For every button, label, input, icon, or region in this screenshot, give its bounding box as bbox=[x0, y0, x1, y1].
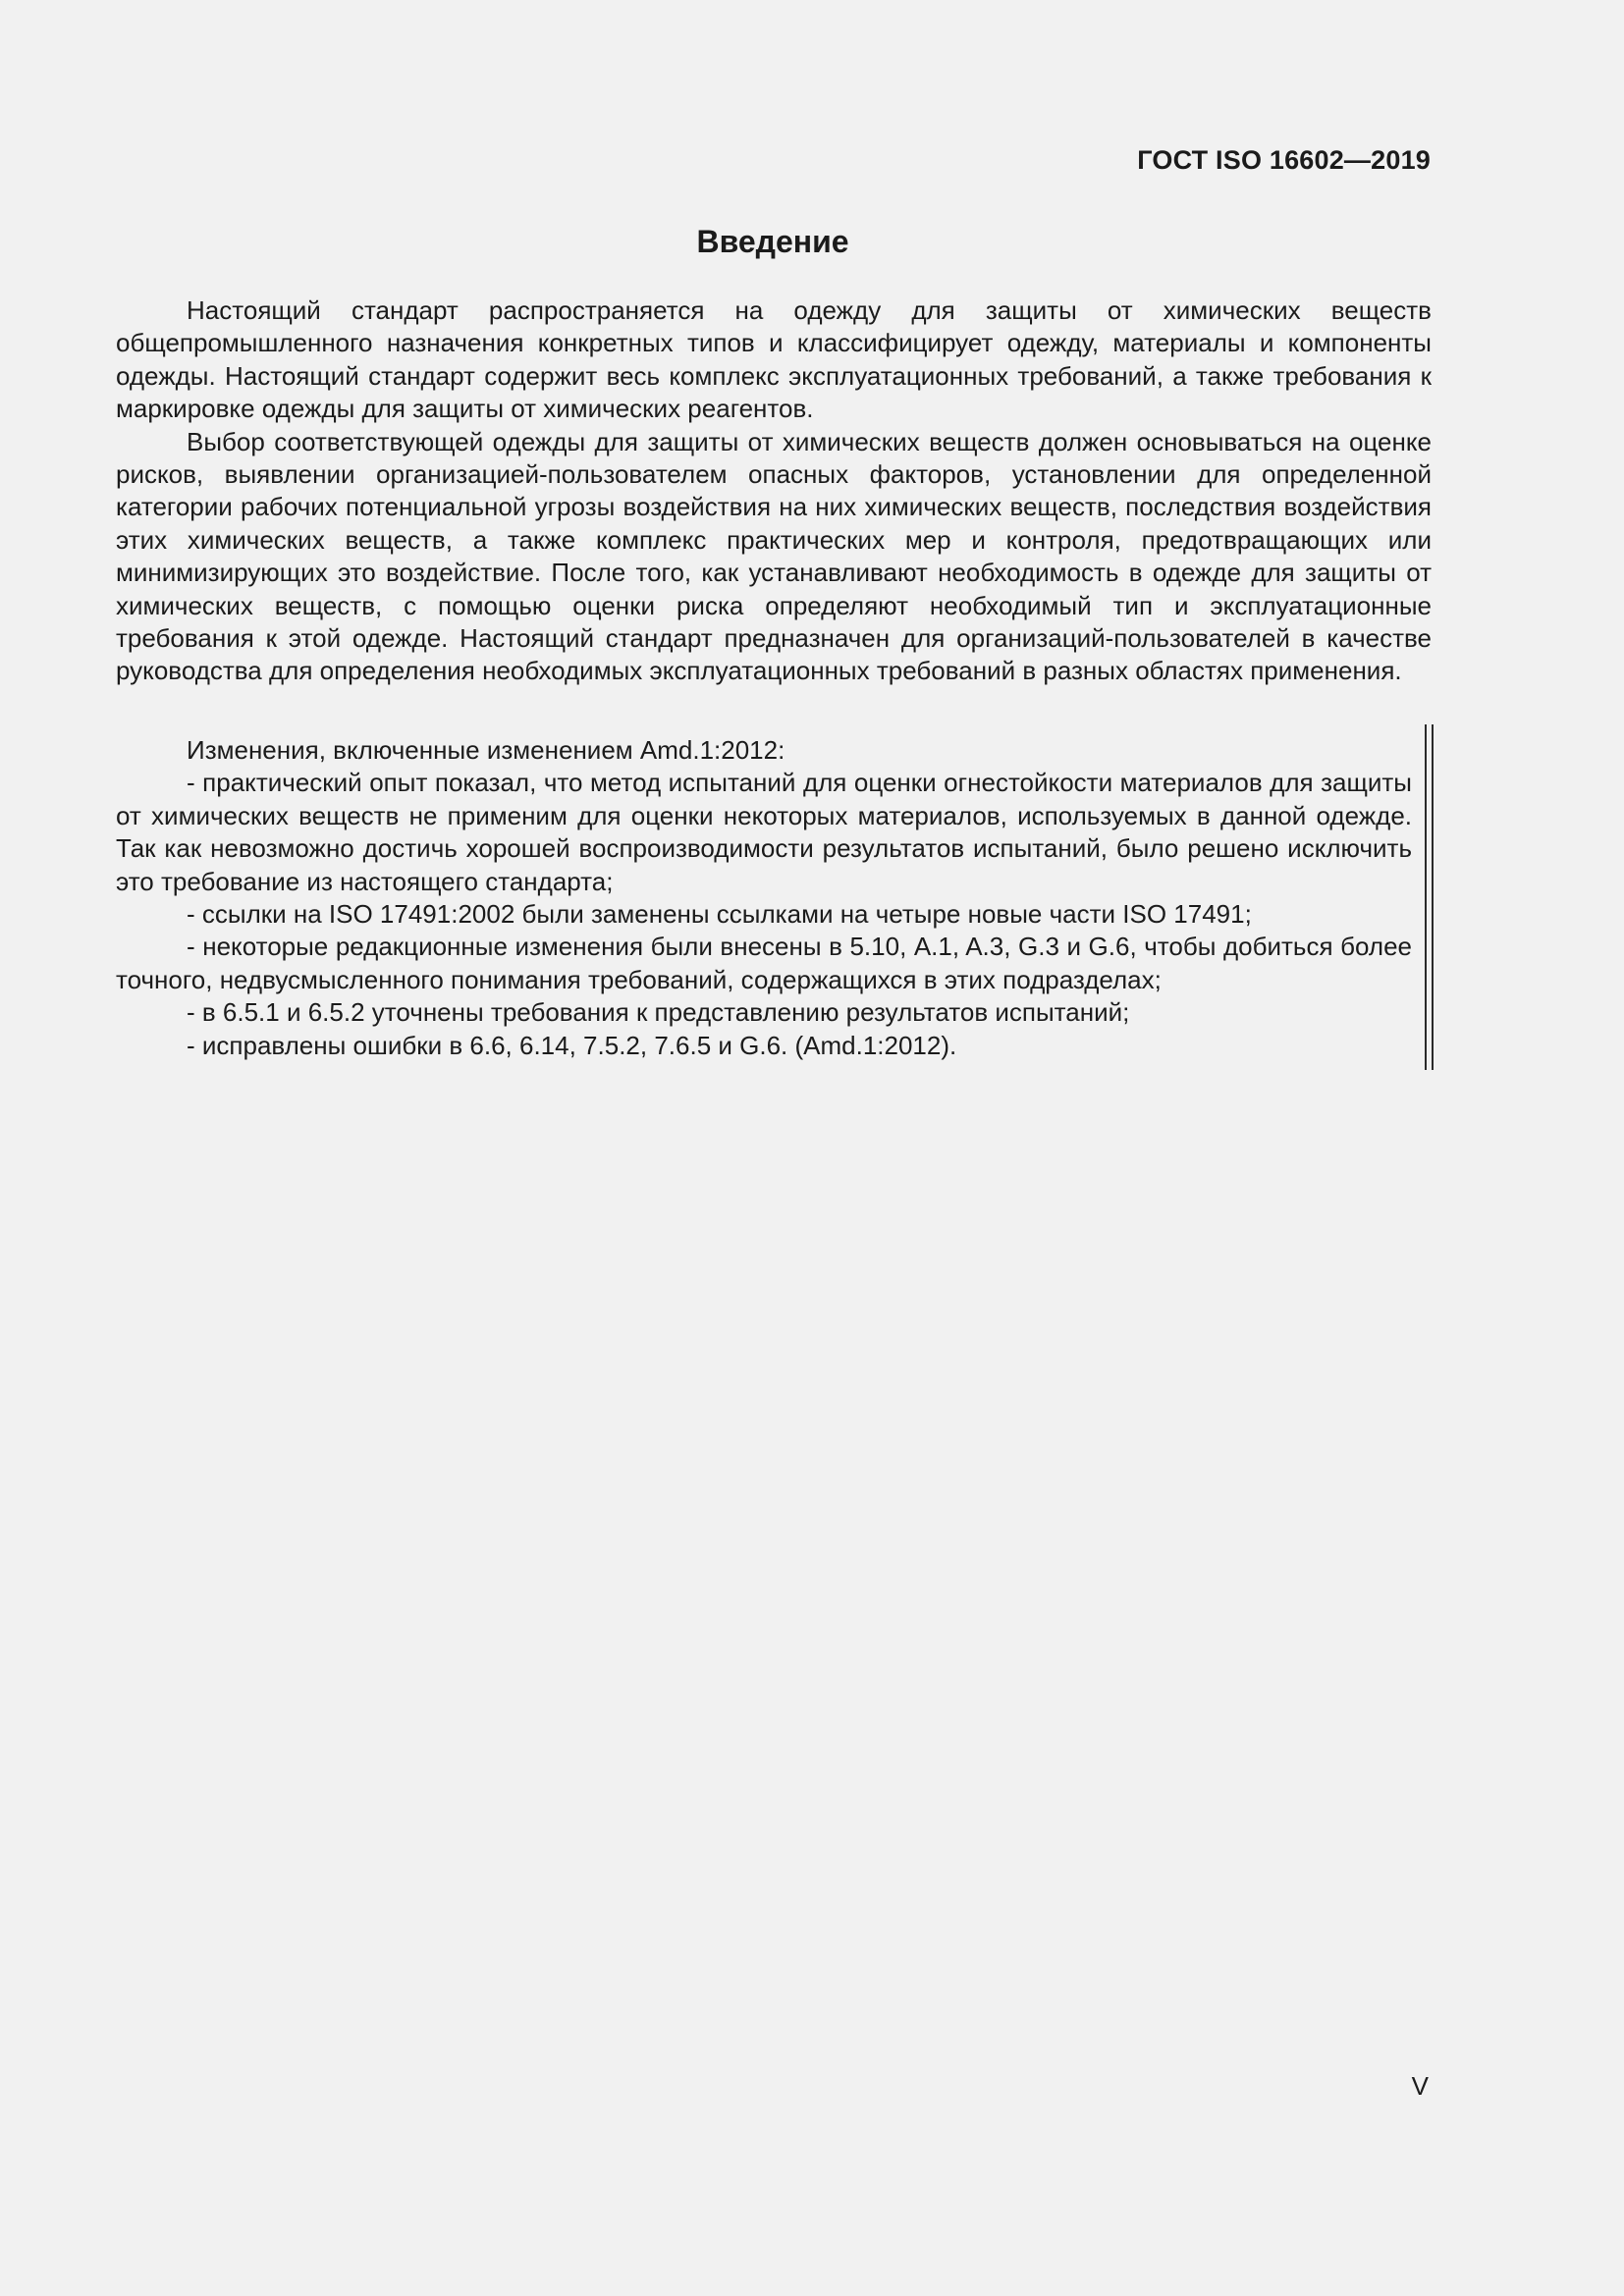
amendment-item: - исправлены ошибки в 6.6, 6.14, 7.5.2, 7.6.5 и G.6. (Amd.1:2012). bbox=[187, 1030, 957, 1060]
amendment-intro: Изменения, включенные изменением Amd.1:2012: bbox=[187, 735, 785, 765]
intro-paragraph-scope: Настоящий стандарт распространяется на одежду для защиты от химических веществ общепромышленного назначения конкретных типов и классифицирует одежду, материалы и компоненты одежды. Настоящий стандарт содержит весь комплекс эксплуатационных требований, а также требования к маркировке одежды для защиты от химических реагентов. bbox=[116, 295, 1432, 424]
amendment-item: - некоторые редакционные изменения были внесены в 5.10, A.1, A.3, G.3 и G.6, чтобы добиться более точного, недвусмысленного понимания требований, содержащихся в этих подразделах; bbox=[116, 932, 1412, 994]
page-number: V bbox=[1411, 2071, 1429, 2101]
document-code-header: ГОСТ ISO 16602—2019 bbox=[1137, 145, 1431, 175]
amendment-change-bar bbox=[1425, 724, 1434, 1070]
section-title: Введение bbox=[696, 224, 849, 259]
intro-paragraph-selection: Выбор соответствующей одежды для защиты от химических веществ должен основываться на оценке рисков, выявлении организацией-пользователем опасных факторов, установлении для определенной категории рабочих потенциальной угрозы воздействия на них химических веществ, последствия воздействия этих химических веществ, а также комплекс практических мер и контроля, предотвращающих или минимизирующих это воздействие. После того, как устанавливают необходимость в одежде для защиты от химических веществ, с помощью оценки риска определяют необходимый тип и эксплуатационные требования к этой одежде. Настоящий стандарт предназначен для организаций-пользователей в качестве руководства для определения необходимых эксплуатационных требований в разных областях применения. bbox=[116, 426, 1432, 686]
amendment-changes-block bbox=[116, 734, 1412, 1062]
amendment-item: - практический опыт показал, что метод испытаний для оценки огнестойкости материалов для защиты от химических веществ не применим для оценки некоторых материалов, используемых в данной одежде. Так как невозможно достичь хорошей воспроизводимости результатов испытаний, было решено исключить это требование из настоящего стандарта; bbox=[116, 768, 1412, 896]
amendment-item: - ссылки на ISO 17491:2002 были заменены ссылками на четыре новые части ISO 17491; bbox=[187, 899, 1252, 930]
introduction-body bbox=[116, 294, 1432, 688]
amendment-item: - в 6.5.1 и 6.5.2 уточнены требования к представлению результатов испытаний; bbox=[187, 997, 1130, 1028]
